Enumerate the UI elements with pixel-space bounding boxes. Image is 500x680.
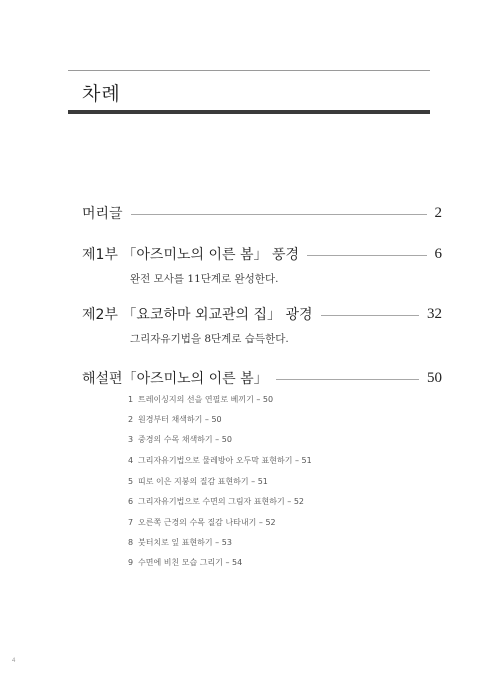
leader-line	[307, 255, 427, 256]
toc-entry-part1[interactable]	[82, 244, 442, 264]
step-number: 9	[128, 558, 134, 567]
toc-entry-part2-subtitle: 그리자유기법을 8단계로 습득한다.	[130, 333, 289, 345]
toc-entry-page: 6	[434, 245, 442, 262]
title-bottom-rule	[68, 110, 430, 114]
toc-entry-label: 제2부 「요코하마 외교관의 집」 광경	[82, 307, 313, 323]
list-item[interactable]	[128, 476, 268, 487]
leader-line	[276, 379, 419, 380]
toc-entry-label: 해설편「아즈미노의 이른 봄」	[82, 371, 268, 387]
list-item[interactable]	[128, 414, 222, 425]
toc-entry-part1-subtitle: 완전 모사를 11단계로 완성한다.	[130, 273, 279, 285]
step-text: 오른쪽 근경의 수목 질감 나타내기 – 52	[138, 518, 276, 527]
step-text: 원경부터 채색하기 – 50	[138, 415, 222, 424]
step-text: 그리자유기법으로 물레방아 오두막 표현하기 – 51	[138, 456, 312, 465]
step-number: 2	[128, 415, 134, 424]
list-item[interactable]	[128, 394, 273, 405]
step-number: 8	[128, 538, 134, 547]
list-item[interactable]	[128, 496, 304, 507]
step-text: 트레이싱지의 선을 연필로 베끼기 – 50	[138, 395, 274, 404]
list-item[interactable]	[128, 455, 312, 466]
toc-entry-commentary[interactable]	[82, 368, 442, 388]
toc-entry-page: 50	[427, 369, 442, 386]
leader-line	[131, 214, 427, 215]
step-number: 7	[128, 518, 134, 527]
step-text: 수면에 비친 모습 그리기 – 54	[138, 558, 243, 567]
step-number: 5	[128, 477, 134, 486]
list-item[interactable]	[128, 557, 242, 568]
toc-entry-label: 제1부 「아즈미노의 이른 봄」 풍경	[82, 247, 299, 263]
toc-entry-part2[interactable]	[82, 304, 442, 324]
list-item[interactable]	[128, 537, 232, 548]
list-item[interactable]	[128, 434, 232, 445]
step-number: 3	[128, 435, 134, 444]
toc-entry-page: 32	[427, 305, 442, 322]
toc-entry-page: 2	[434, 204, 442, 221]
step-text: 붓터치로 잎 표현하기 – 53	[138, 538, 232, 547]
toc-entry-preface[interactable]	[82, 203, 442, 223]
leader-line	[321, 315, 419, 316]
list-item[interactable]	[128, 517, 276, 528]
step-text: 그리자유기법으로 수면의 그림자 표현하기 – 52	[138, 497, 304, 506]
step-number: 1	[128, 395, 134, 404]
toc-title-block	[68, 70, 430, 114]
step-number: 4	[128, 456, 134, 465]
step-text: 띠로 이은 지붕의 질감 표현하기 – 51	[138, 477, 268, 486]
toc-entry-label: 머리글	[82, 206, 123, 222]
page-title: 차례	[82, 83, 121, 105]
step-number: 6	[128, 497, 134, 506]
step-text: 중경의 수목 채색하기 – 50	[138, 435, 232, 444]
page-number: 4	[12, 658, 16, 664]
